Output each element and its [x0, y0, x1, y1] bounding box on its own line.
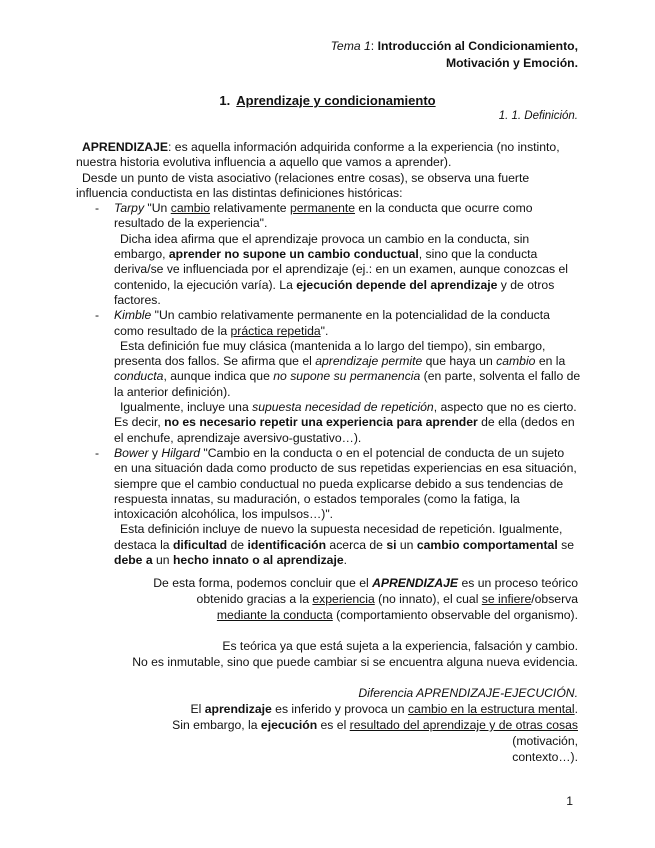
author-kimble: Kimble	[114, 308, 152, 323]
tarpy-u1: cambio	[170, 201, 211, 216]
bower-q: "Cambio en la conducta o en el potencial de conducta de un sujeto en una situación dada como producto de sus repetidas experiencias en esa situación, siempre que el cambio conductual no pueda explicarse debido a sus tendencias de respuesta innatas, su maduración, o estados temporales (como la fatiga, la intoxicación alcohólica, los impulsos…)".	[114, 445, 577, 522]
concl-a4: (no innato), el cual	[374, 592, 482, 606]
term-aprendizaje: APRENDIZAJE	[82, 140, 169, 154]
kimble-c2: que haya un	[422, 354, 497, 369]
concl-d3: .	[574, 702, 578, 716]
concl-a1: De esta forma, podemos concluir que el	[153, 576, 373, 590]
kimble-i1: aprendizaje permite	[315, 354, 423, 369]
bower-b1: dificultad	[172, 537, 228, 552]
page-number: 1	[566, 794, 573, 808]
header-title-2: Motivación y Emoción.	[445, 56, 578, 70]
concl-a5: /observa	[531, 592, 578, 606]
section-title-text: Aprendizaje y condicionamiento	[236, 93, 436, 108]
difference-title	[118, 685, 578, 701]
kimble-i4: no supone su permanencia	[273, 369, 421, 384]
bower-c5: se	[557, 537, 574, 552]
concl-ab: APRENDIZAJE	[372, 576, 459, 590]
conclusion-line-2	[118, 591, 578, 607]
bower-b2: identificación	[247, 537, 327, 552]
bower-c7: .	[343, 553, 348, 568]
bower-c4: un	[396, 537, 417, 552]
concl-a6: (comportamiento observable del organismo).	[332, 608, 578, 622]
tarpy-c3: y de otros factores.	[114, 277, 555, 307]
tema-colon: :	[370, 39, 375, 53]
conclusion-line-1	[118, 575, 578, 591]
bower-b6: hecho innato o al aprendizaje	[172, 553, 344, 568]
theory-line-2: No es inmutable, sino que puede cambiar si se encuentra alguna nueva evidencia.	[132, 655, 578, 669]
tarpy-q3: en la conducta que ocurre como resultado de la experiencia".	[114, 201, 533, 231]
list-dash: -	[95, 445, 100, 460]
bower-c3: acerca de	[326, 537, 387, 552]
tarpy-comment	[114, 232, 581, 308]
kimble-c1: Esta definición fue muy clásica (mantenida a lo largo del tiempo), sin embargo, presenta dos fallos. Se afirma que el	[114, 338, 546, 369]
concl-e2: es el	[317, 718, 350, 732]
kimble-di1: supuesta necesidad de repetición	[252, 400, 434, 415]
bower-c1: Esta definición incluye de nuevo la supuesta necesidad de repetición. Igualmente, destaca la	[114, 522, 563, 552]
bower-b3: si	[386, 537, 397, 552]
subsection-title: 1. 1. Definición.	[498, 110, 578, 122]
intro-paragraph-2: Desde un punto de vista asociativo (relaciones entre cosas), se observa una fuerte influencia conductista en las distintas definiciones históricas:	[76, 170, 530, 200]
tarpy-c1: Dicha idea afirma que el aprendizaje provoca un cambio en la conducta, sin embargo,	[114, 231, 530, 262]
tarpy-q1: "Un	[144, 201, 171, 216]
bower-b4: cambio comportamental	[416, 537, 558, 552]
kimble-d2: , aspecto que no es cierto. Es decir,	[114, 400, 577, 430]
author-bower: Bower	[114, 445, 149, 460]
list-dash: -	[95, 308, 100, 323]
concl-d2: es inferido y provoca un	[271, 702, 408, 716]
definition-kimble	[95, 308, 581, 446]
concl-a2: es un proceso teórico	[458, 576, 578, 590]
kimble-quote	[114, 308, 581, 339]
bower-quote	[114, 446, 581, 522]
kimble-q2: ".	[320, 323, 329, 338]
diff-title: Diferencia APRENDIZAJE-EJECUCIÓN.	[358, 686, 578, 700]
kimble-db1: no es necesario repetir una experiencia para aprender	[164, 415, 478, 430]
intro-paragraph	[76, 140, 581, 171]
bower-and: y	[148, 445, 162, 460]
bower-c6: un	[152, 553, 173, 568]
header-line-1	[331, 38, 578, 55]
list-dash: -	[95, 201, 100, 216]
concl-du1: cambio en la estructura mental	[407, 702, 575, 716]
kimble-d1: Igualmente, incluye una	[120, 400, 253, 415]
tarpy-u2: permanente	[289, 201, 356, 216]
difference-line-1	[118, 701, 578, 717]
bower-c2: de	[227, 537, 248, 552]
page-header	[331, 38, 578, 72]
kimble-c4: , aunque indica que	[163, 369, 274, 384]
kimble-comment-2	[114, 400, 581, 446]
concl-a3: obtenido gracias a la	[196, 592, 313, 606]
author-tarpy: Tarpy	[114, 201, 145, 216]
kimble-c3: en la	[535, 354, 566, 369]
concl-au3: mediante la conducta	[216, 608, 333, 622]
header-title-1: Introducción al Condicionamiento,	[377, 39, 578, 53]
difference-line-3: contexto…).	[512, 750, 578, 764]
kimble-u1: práctica repetida	[230, 323, 321, 338]
conclusion-line-3	[118, 607, 578, 623]
tarpy-c2b: ejecución depende del aprendizaje	[296, 277, 498, 292]
tarpy-c2: , sino que la conducta deriva/se ve influenciada por el aprendizaje (ej.: en un examen, aunque conozcas el contenido, la ejecución varía). La	[114, 247, 568, 292]
header-line-2	[331, 55, 578, 72]
kimble-i2: cambio	[496, 354, 536, 369]
section-number: 1.	[219, 93, 231, 108]
theory-line-1: Es teórica ya que está sujeta a la experiencia, falsación y cambio.	[222, 639, 578, 653]
concl-eb1: ejecución	[260, 718, 318, 732]
definition-bower-hilgard	[95, 445, 581, 568]
concl-au2: se infiere	[481, 592, 532, 606]
author-hilgard: Hilgard	[161, 445, 201, 460]
concl-eu1: resultado del aprendizaje y de otras cosas	[349, 718, 578, 732]
kimble-q1: "Un cambio relativamente permanente en la potencialidad de la conducta como resultado de la	[114, 308, 550, 338]
kimble-comment-1	[114, 339, 581, 400]
section-title	[0, 93, 655, 108]
kimble-c5: (en parte, solventa el fallo de la anterior definición).	[114, 369, 581, 399]
conclusion-block	[118, 575, 578, 765]
tarpy-quote	[114, 201, 581, 232]
concl-au1: experiencia	[312, 592, 375, 606]
intro-text: : es aquella información adquirida conforme a la experiencia (no instinto, nuestra historia evolutiva influencia a aquello que vamos a aprender).	[76, 140, 560, 170]
kimble-i3: conducta	[114, 369, 164, 384]
kimble-d3: de ella (dedos en el enchufe, aprendizaje aversivo-gustativo…).	[114, 415, 575, 445]
concl-e1: Sin embargo, la	[172, 718, 261, 732]
tema-label: Tema 1	[330, 39, 371, 53]
bower-comment	[114, 522, 581, 568]
difference-line-2	[118, 717, 578, 749]
tarpy-q2: relativamente	[210, 201, 290, 216]
tarpy-c1b: aprender no supone un cambio conductual	[168, 247, 419, 262]
document-body	[76, 140, 581, 568]
concl-db1: aprendizaje	[204, 702, 272, 716]
bower-b5: debe a	[114, 553, 153, 568]
concl-e3: (motivación,	[512, 734, 578, 748]
concl-d1: El	[190, 702, 205, 716]
definition-tarpy	[95, 201, 581, 308]
